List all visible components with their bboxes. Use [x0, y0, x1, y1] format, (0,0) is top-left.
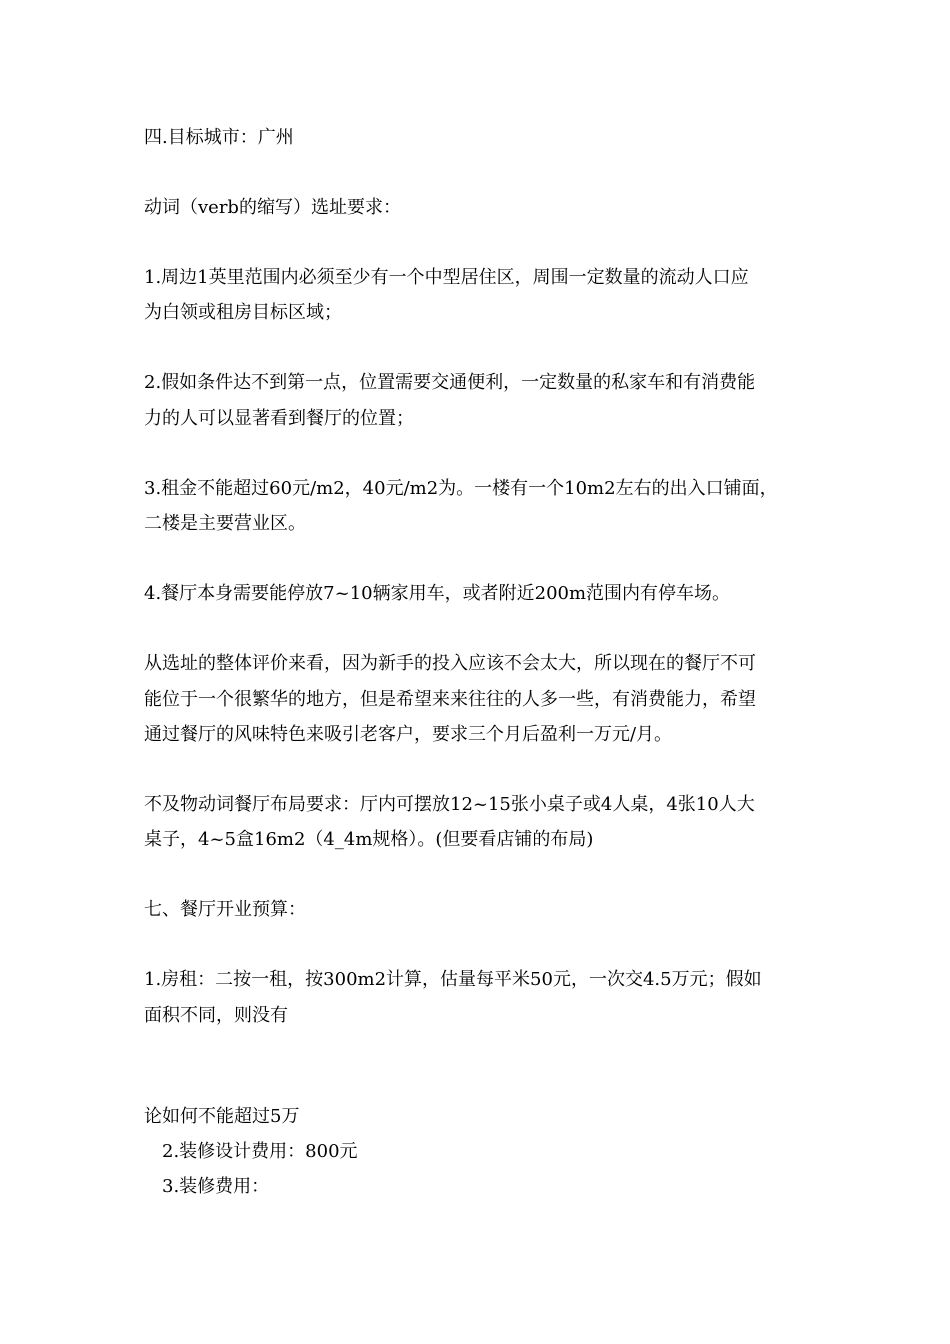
- budget-item-2: 2.装修设计费用：800元: [162, 1141, 358, 1162]
- requirement-3-line-2: 二楼是主要营业区。: [144, 513, 306, 534]
- budget-item-3: 3.装修费用：: [162, 1176, 270, 1197]
- evaluation-paragraph-line-2: 能位于一个很繁华的地方，但是希望来来往往的人多一些，有消费能力，希望: [144, 689, 756, 710]
- evaluation-paragraph-line-1: 从选址的整体评价来看，因为新手的投入应该不会太大，所以现在的餐厅不可: [144, 653, 756, 674]
- budget-item-1-line-1: 1.房租：二按一租，按300m2计算，估量每平米50元，一次交4.5万元；假如: [144, 969, 762, 990]
- requirement-3-line-1: 3.租金不能超过60元/m2，40元/m2为。一楼有一个10m2左右的出入口铺面，: [144, 478, 778, 499]
- layout-requirements-line-1: 不及物动词餐厅布局要求：厅内可摆放12~15张小桌子或4人桌，4张10人大: [144, 794, 755, 815]
- section-heading-target-city: 四.目标城市：广州: [144, 127, 294, 148]
- evaluation-paragraph-line-3: 通过餐厅的风味特色来吸引老客户，要求三个月后盈利一万元/月。: [144, 724, 673, 745]
- requirement-1-line-2: 为白领或租房目标区域；: [144, 302, 342, 323]
- site-requirements-heading: 动词（verb的缩写）选址要求：: [144, 197, 401, 218]
- section-heading-budget: 七、餐厅开业预算：: [144, 899, 306, 920]
- requirement-4-line: 4.餐厅本身需要能停放7~10辆家用车，或者附近200m范围内有停车场。: [144, 583, 731, 604]
- requirement-2-line-1: 2.假如条件达不到第一点，位置需要交通便利，一定数量的私家车和有消费能: [144, 372, 756, 393]
- requirement-1-line-1: 1.周边1英里范围内必须至少有一个中型居住区，周围一定数量的流动人口应: [144, 267, 749, 288]
- budget-item-1-line-3: 论如何不能超过5万: [144, 1106, 300, 1127]
- requirement-2-line-2: 力的人可以显著看到餐厅的位置；: [144, 408, 414, 429]
- budget-item-1-line-2: 面积不同，则没有: [144, 1005, 288, 1026]
- layout-requirements-line-2: 桌子，4~5盒16m2（4_4m规格）。(但要看店铺的布局): [144, 829, 594, 850]
